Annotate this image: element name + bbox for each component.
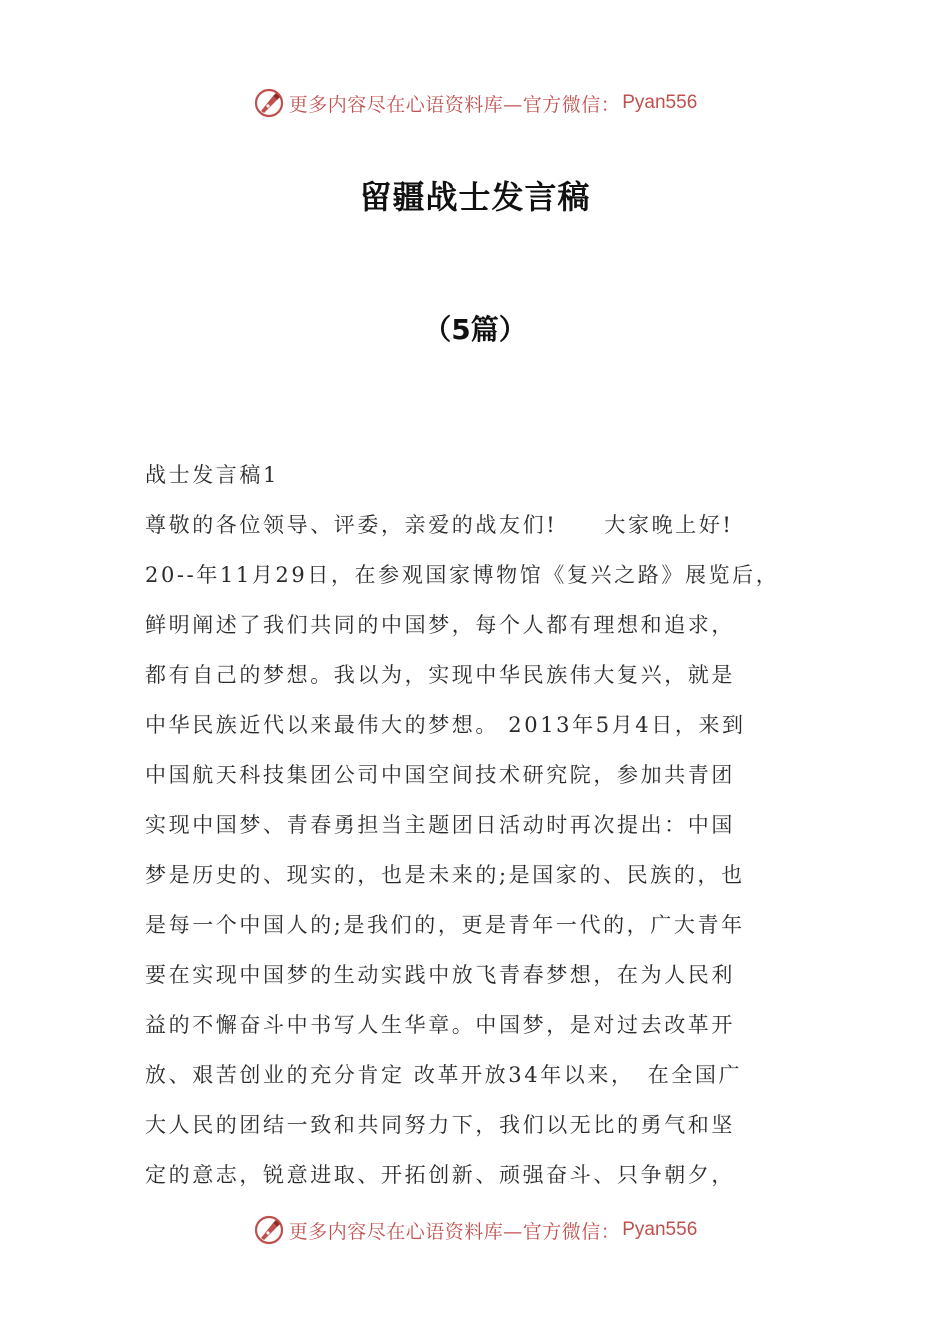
document-title: 留疆战士发言稿 [359, 178, 591, 216]
watermark-wechat-id: Pyan556 [622, 1219, 698, 1240]
body-line: 放、艰苦创业的充分肯定 改革开放34年以来， 在全国广 [145, 1063, 743, 1087]
body-line: 大人民的团结一致和共同努力下，我们以无比的勇气和坚 [145, 1113, 735, 1137]
watermark-wechat-id: Pyan556 [622, 92, 698, 113]
document-subtitle: （5篇） [423, 313, 527, 346]
pen-nib-logo-icon [253, 87, 285, 119]
body-line: 鲜明阐述了我们共同的中国梦，每个人都有理想和追求， [145, 613, 735, 637]
body-line: 20--年11月29日，在参观国家博物馆《复兴之路》展览后， [145, 563, 780, 587]
body-line: 是每一个中国人的;是我们的，更是青年一代的，广大青年 [145, 913, 745, 937]
watermark-text: 更多内容尽在心语资料库—官方微信： [288, 1220, 621, 1243]
header-watermark [0, 86, 950, 120]
body-line: 梦是历史的、现实的，也是未来的;是国家的、民族的，也 [145, 863, 745, 887]
watermark-text: 更多内容尽在心语资料库—官方微信： [288, 93, 621, 116]
section-heading: 战士发言稿1 [145, 463, 279, 487]
body-line: 要在实现中国梦的生动实践中放飞青春梦想，在为人民利 [145, 963, 735, 987]
document-body [145, 450, 815, 1200]
body-line: 都有自己的梦想。我以为，实现中华民族伟大复兴，就是 [145, 663, 735, 687]
body-line: 尊敬的各位领导、评委，亲爱的战友们! 大家晚上好! [145, 513, 734, 537]
pen-nib-logo-icon [253, 1214, 285, 1246]
body-line: 定的意志，锐意进取、开拓创新、顽强奋斗、只争朝夕， [145, 1163, 735, 1187]
body-line: 中国航天科技集团公司中国空间技术研究院，参加共青团 [145, 763, 735, 787]
body-line: 益的不懈奋斗中书写人生华章。中国梦，是对过去改革开 [145, 1013, 735, 1037]
body-line: 实现中国梦、青春勇担当主题团日活动时再次提出：中国 [145, 813, 735, 837]
footer-watermark [0, 1213, 950, 1247]
body-line: 中华民族近代以来最伟大的梦想。 2013年5月4日，来到 [145, 713, 746, 737]
